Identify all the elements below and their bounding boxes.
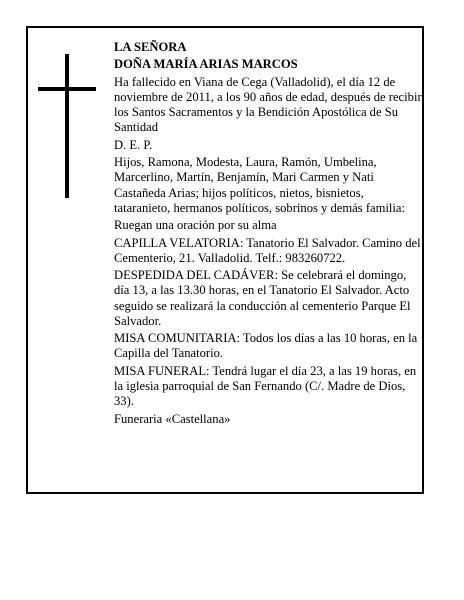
notice-title: LA SEÑORA [114,40,187,54]
deceased-name: DOÑA MARÍA ARIAS MARCOS [114,57,298,72]
community-mass: MISA COMUNITARIA: Todos los días a las 10 horas, en la Capilla del Tanatorio. [114,331,418,361]
funeral-mass: MISA FUNERAL: Tendrá lugar el día 23, a las 19 horas, en la iglesia parroquial de San Fernando (C/. Madre de Dios, 33). [114,363,417,409]
cross-icon [38,54,96,198]
cross-vertical-bar [65,54,69,198]
funeral-farewell: DESPEDIDA DEL CADÁVER: Se celebrará el domingo, día 13, a las 13.30 horas, en el Tanatorio El Salvador. Acto seguido se realizará la conducción al cementerio Parque El Salvador. [114,268,411,328]
prayer-request: Ruegan una oración por su alma [114,218,277,233]
obituary-notice [26,26,424,494]
notice-text [114,40,422,429]
wake-chapel: CAPILLA VELATORIA: Tanatorio El Salvador. Camino del Cementerio, 21. Valladolid. Telf.: 983260722. [114,235,421,265]
family-members: Hijos, Ramona, Modesta, Laura, Ramón, Umbelina, Marcerlino, Martín, Benjamín, Mari Carmen y Nati Castañeda Arias; hijos políticos, nietos, bisnietos, tataranieto, hermanos políticos, sobrinos y demás familia: [114,155,405,215]
funeral-home: Funeraria «Castellana» [114,411,231,426]
rest-in-peace: D. E. P. [114,137,153,152]
death-announcement: Ha fallecido en Viana de Cega (Valladolid), el día 12 de noviembre de 2011, a los 90 años de edad, después de recibir los Santos Sacramentos y la Bendición Apostólica de Su Santidad [114,74,422,135]
cross-horizontal-bar [38,87,96,91]
